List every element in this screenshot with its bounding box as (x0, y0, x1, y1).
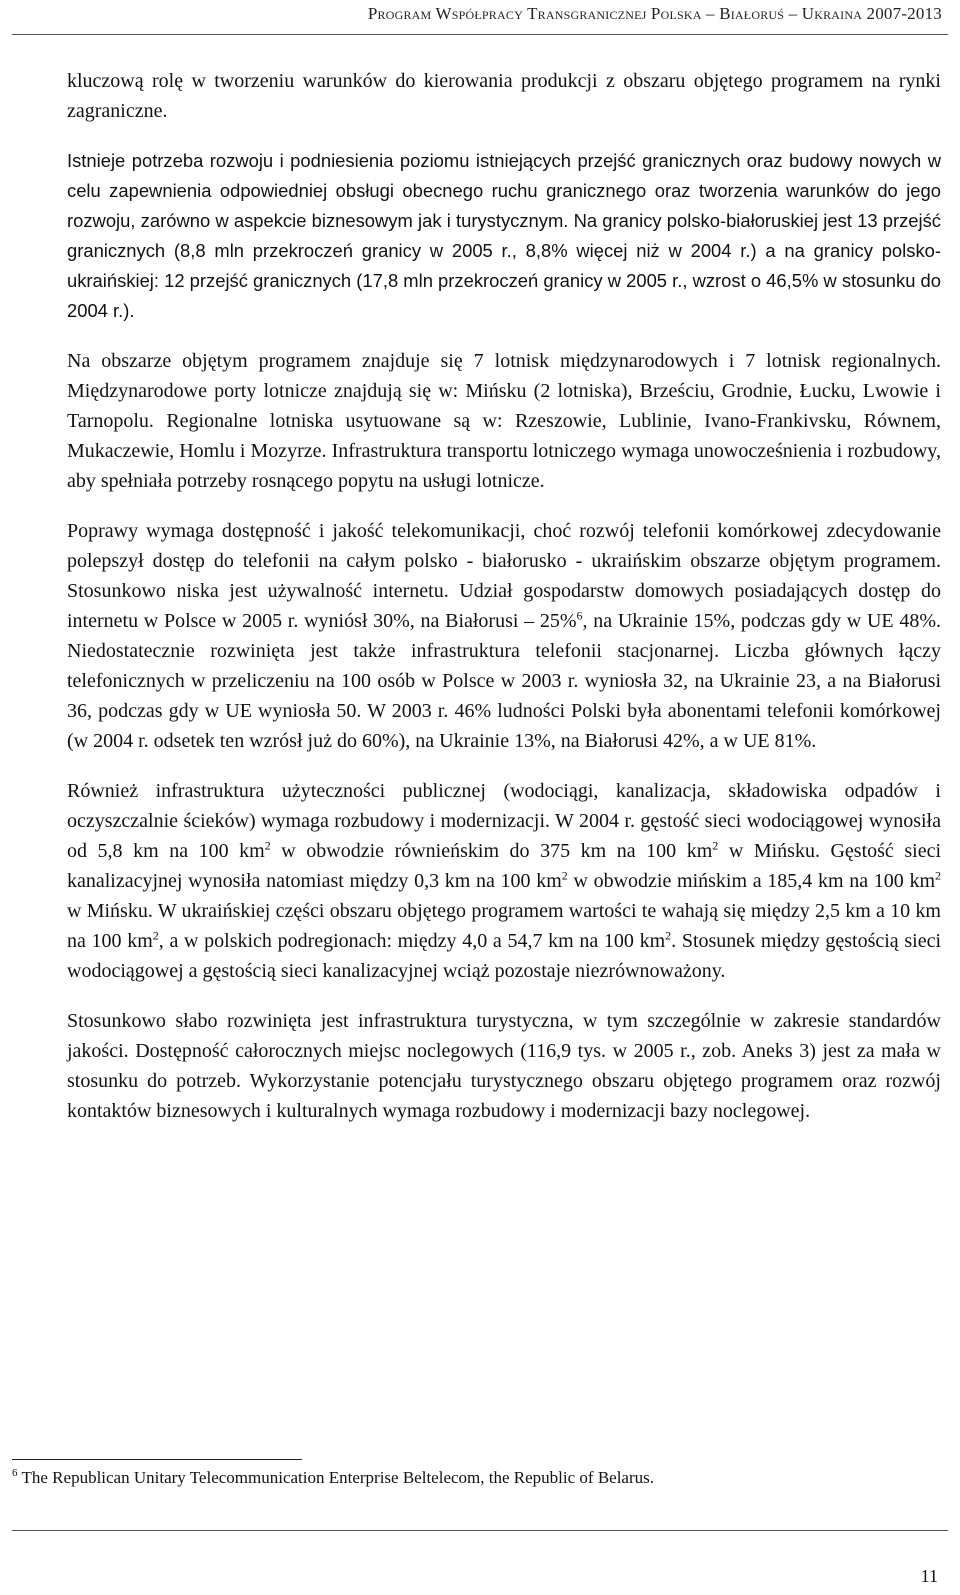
superscript-squared: 2 (561, 868, 568, 883)
page-number: 11 (920, 1566, 938, 1586)
utilities-text-3: w Mińsku. Gęstość sieci kanalizacyjnej wynosiła natomiast między 0,3 km na 100 km (67, 840, 942, 892)
superscript-squared: 2 (264, 838, 271, 853)
telecom-text-part1: Poprawy wymaga dostępność i jakość telekomunikacji, choć rozwój telefonii komórkowej zdecydowanie polepszył dostęp do telefonii na całym polsko - białorusko - ukraińskim obszarze objętym programem. Stosunkowo niska jest używalność internetu. Udział gospodarstw domowych posiadających dostęp do internetu w Polsce w 2005 r. wyniósł 30%, na Białorusi – 25% (67, 520, 941, 632)
page-body (67, 66, 941, 1146)
superscript-squared: 2 (712, 838, 719, 853)
footer-rule (12, 1530, 948, 1531)
footnote-separator (12, 1459, 302, 1460)
utilities-text-5: w Mińsku. W ukraińskiej części obszaru objętego programem wartości te wahają się między 2,5 km a 10 km na 100 km (67, 900, 941, 952)
footnote-marker: 6 (12, 1467, 18, 1480)
superscript-squared: 2 (665, 928, 672, 943)
paragraph-tourism-infrastructure: Stosunkowo słabo rozwinięta jest infrastruktura turystyczna, w tym szczególnie w zakresie standardów jakości. Dostępność całorocznych miejsc noclegowych (116,9 tys. w 2005 r., zob. Aneks 3) jest za mała w stosunku do potrzeb. Wykorzystanie potencjału turystycznego obszaru objętego programem oraz rozwój kontaktów biznesowych i kulturalnych wymaga rozbudowy i modernizacji bazy noclegowej. (67, 1010, 941, 1122)
header-rule (12, 34, 948, 35)
utilities-text-4: w obwodzie mińskim a 185,4 km na 100 km (567, 870, 936, 892)
paragraph-border-crossings: Istnieje potrzeba rozwoju i podniesienia poziomu istniejących przejść granicznych oraz budowy nowych w celu zapewnienia odpowiedniej obsługi obecnego ruchu granicznego oraz tworzenia warunków do jego rozwoju, zarówno w aspekcie biznesowym jak i turystycznym. Na granicy polsko-białoruskiej jest 13 przejść granicznych (8,8 mln przekroczeń granicy w 2005 r., 8,8% więcej niż w 2004 r.) a na granicy polsko-ukraińskiej: 12 przejść granicznych (17,8 mln przekroczeń granicy w 2005 r., wzrost o 46,5% w stosunku do 2004 r.). (67, 150, 941, 321)
footnote-text: The Republican Unitary Telecommunication Enterprise Beltelecom, the Republic of Belarus. (21, 1468, 654, 1487)
utilities-text-2: w obwodzie równieńskim do 375 km na 100 km (270, 840, 713, 862)
running-header: Program Współpracy Transgranicznej Polska – Białoruś – Ukraina 2007-2013 (367, 4, 942, 23)
utilities-text-1: Również infrastruktura użyteczności publicznej (wodociągi, kanalizacja, składowiska odpadów i oczyszczalnie ścieków) wymaga rozbudowy i modernizacji. W 2004 r. gęstość sieci wodociągowej wynosiła od 5,8 km na 100 km (67, 780, 941, 862)
utilities-text-6: , a w polskich podregionach: między 4,0 a 54,7 km na 100 km (158, 930, 666, 952)
superscript-squared: 2 (935, 868, 942, 883)
paragraph-public-utilities (67, 776, 941, 986)
paragraph-telecommunications (67, 516, 941, 756)
telecom-text-part2: , na Ukrainie 15%, podczas gdy w UE 48%. Niedostatecznie rozwinięta jest także infrastruktura telefonii stacjonarnej. Liczba głównych łączy telefonicznych w przeliczeniu na 100 osób w Polsce w 2003 r. wyniosła 32, na Ukrainie 23, a na Białorusi 36, podczas gdy w UE wyniosła 50. W 2003 r. 46% ludności Polski była abonentami telefonii komórkowej (w 2004 r. odsetek ten wzrósł już do 60%), na Ukrainie 13%, na Białorusi 42%, a w UE 81%. (67, 610, 941, 752)
footnote-reference-6[interactable]: 6 (576, 608, 583, 623)
superscript-squared: 2 (152, 928, 159, 943)
paragraph-airports: Na obszarze objętym programem znajduje się 7 lotnisk międzynarodowych i 7 lotnisk regionalnych. Międzynarodowe porty lotnicze znajdują się w: Mińsku (2 lotniska), Brześciu, Grodnie, Łucku, Lwowie i Tarnopolu. Regionalne lotniska usytuowane są w: Rzeszowie, Lublinie, Ivano-Frankivsku, Równem, Mukaczewie, Homlu i Mozyrze. Infrastruktura transportu lotniczego wymaga unowocześnienia i rozbudowy, aby spełniała potrzeby rosnącego popytu na usługi lotnicze. (67, 350, 941, 492)
footnote (12, 1467, 942, 1489)
paragraph-export-role: kluczową rolę w tworzeniu warunków do kierowania produkcji z obszaru objętego programem na rynki zagraniczne. (67, 70, 941, 122)
utilities-text-7: . Stosunek między gęstością sieci wodociągowej a gęstością sieci kanalizacyjnej wciąż pozostaje niezrównoważony. (67, 930, 942, 982)
